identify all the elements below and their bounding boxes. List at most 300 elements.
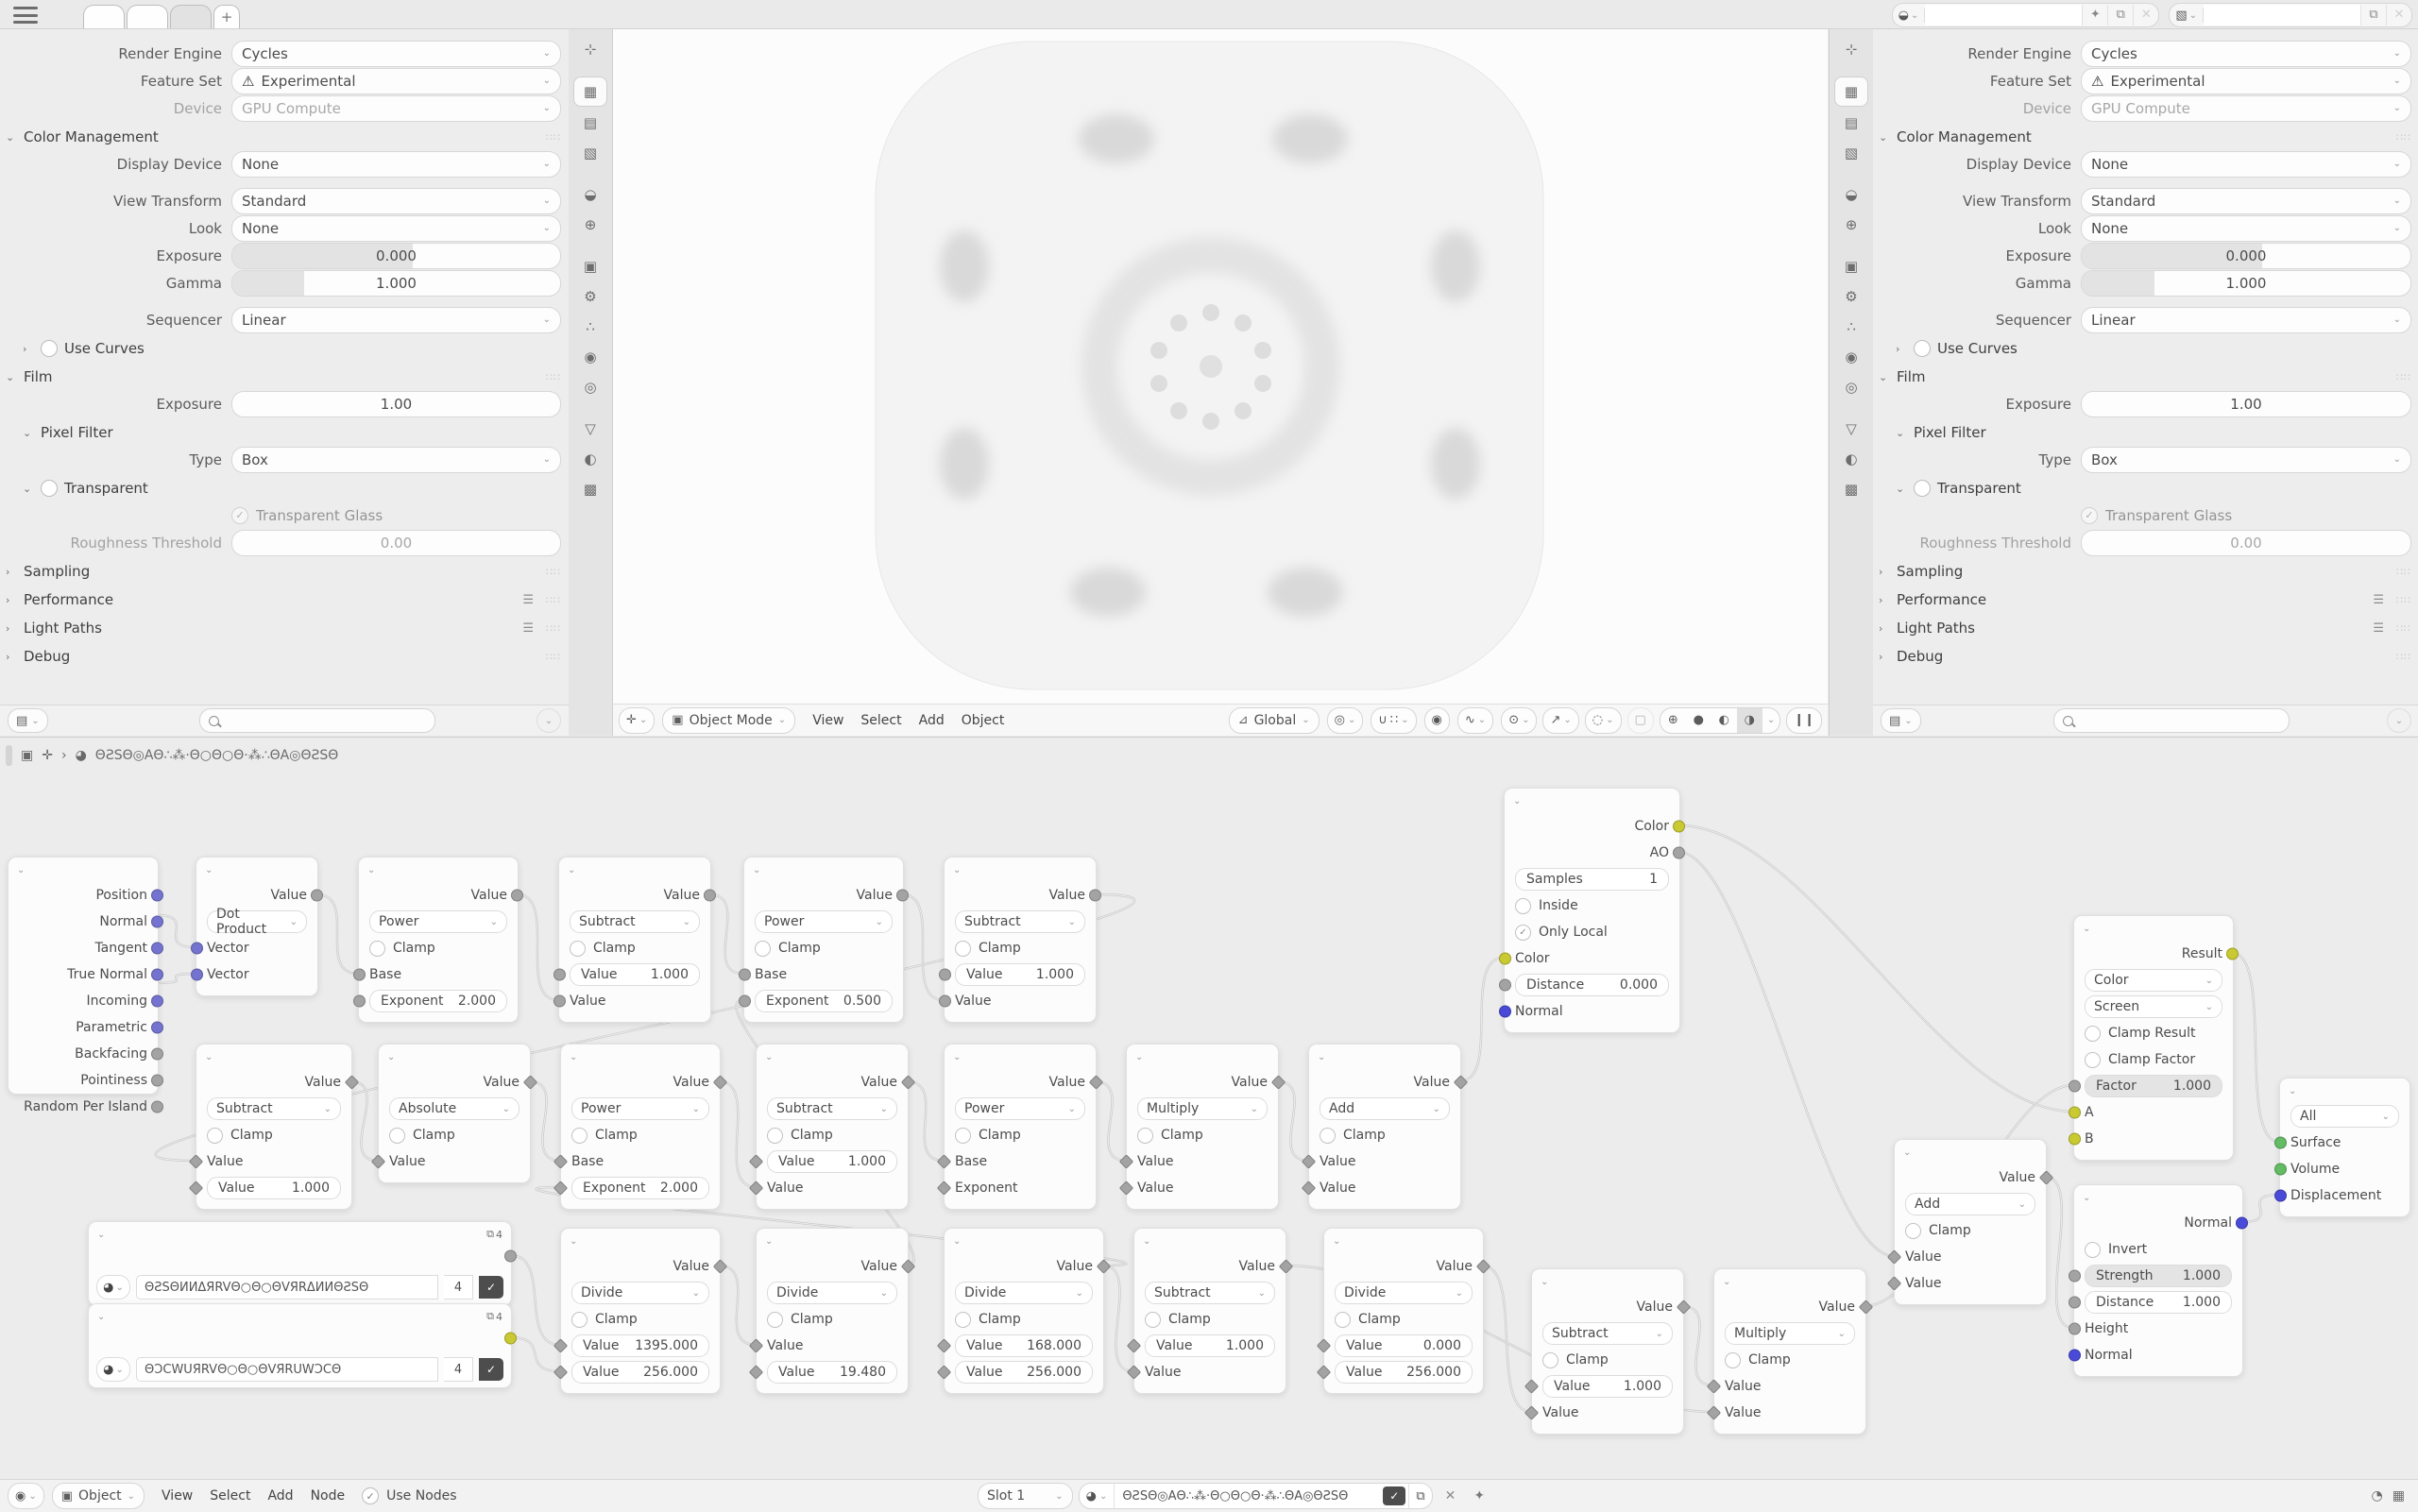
- value-field[interactable]: [571, 1177, 709, 1199]
- panel-checkbox[interactable]: [1914, 340, 1931, 357]
- node-select[interactable]: [571, 1282, 709, 1304]
- node-select[interactable]: [1905, 1193, 2035, 1215]
- checkbox-icon[interactable]: [2085, 1052, 2101, 1068]
- field-roughness-threshold[interactable]: 0.00: [2081, 530, 2411, 556]
- tab-view-layer[interactable]: ▧: [1844, 144, 1859, 161]
- input-socket[interactable]: [1119, 1154, 1134, 1169]
- output-socket[interactable]: [1673, 847, 1685, 859]
- node-mix[interactable]: [2073, 915, 2234, 1161]
- tab-data[interactable]: ▽: [1846, 420, 1857, 437]
- node-select[interactable]: [1137, 1097, 1268, 1120]
- add-workspace-button[interactable]: +: [213, 5, 240, 28]
- panel-header-sampling[interactable]: [1879, 559, 2411, 584]
- node-ao[interactable]: [1504, 788, 1680, 1033]
- node-sub3[interactable]: [1133, 1228, 1286, 1394]
- value-field[interactable]: [767, 1150, 897, 1173]
- collapse-node-icon[interactable]: ⌄: [367, 864, 376, 875]
- node-select[interactable]: [2290, 1105, 2399, 1128]
- checkbox-icon[interactable]: [955, 1312, 971, 1328]
- tab-output[interactable]: ▤: [583, 114, 598, 131]
- input-socket[interactable]: [1707, 1405, 1722, 1420]
- slider-exposure[interactable]: [231, 243, 561, 269]
- panel-header-pixel-filter[interactable]: [1896, 420, 2411, 445]
- material-field[interactable]: [89, 1356, 511, 1383]
- fake-user-icon[interactable]: ✓: [479, 1276, 503, 1299]
- panel-checkbox[interactable]: [41, 480, 58, 497]
- output-socket[interactable]: [311, 890, 323, 902]
- output-socket[interactable]: [151, 1022, 163, 1034]
- input-socket[interactable]: [1127, 1365, 1142, 1380]
- node-select[interactable]: [1335, 1282, 1473, 1304]
- node-select[interactable]: [955, 1282, 1093, 1304]
- tab-world[interactable]: ⊕: [584, 216, 597, 233]
- panel-header-transparent[interactable]: [1896, 476, 2411, 501]
- collapse-node-icon[interactable]: ⌄: [765, 1235, 774, 1247]
- node-link[interactable]: [517, 894, 558, 1000]
- node-link[interactable]: [719, 1266, 756, 1345]
- panel-header-performance[interactable]: [1879, 587, 2411, 612]
- collapse-node-icon[interactable]: ⌄: [97, 1229, 106, 1240]
- presets-icon[interactable]: ☰: [522, 592, 534, 607]
- tab-texture[interactable]: ▩: [583, 481, 598, 498]
- panel-checkbox[interactable]: [41, 340, 58, 357]
- input-socket[interactable]: [749, 1338, 764, 1353]
- node-select[interactable]: [1542, 1322, 1673, 1345]
- select-display-device[interactable]: [231, 151, 561, 178]
- checkbox-icon[interactable]: [570, 941, 586, 957]
- value-field[interactable]: [755, 990, 893, 1012]
- tab-render[interactable]: ▦: [573, 76, 607, 107]
- proportional-falloff-selector[interactable]: ∿ ⌄: [1457, 707, 1493, 734]
- value-field[interactable]: [1335, 1334, 1473, 1357]
- node-div3[interactable]: [944, 1228, 1104, 1394]
- input-socket[interactable]: [553, 995, 566, 1008]
- tab-constraints[interactable]: ◎: [584, 379, 597, 396]
- node-select[interactable]: [389, 1097, 519, 1120]
- tab-world[interactable]: ⊕: [1845, 216, 1858, 233]
- output-socket[interactable]: [151, 995, 163, 1008]
- output-socket[interactable]: [2039, 1170, 2054, 1185]
- checkbox-icon[interactable]: [755, 941, 771, 957]
- output-socket[interactable]: [2236, 1217, 2248, 1230]
- checkbox-icon[interactable]: ✓: [2081, 507, 2098, 524]
- pivot-point-selector[interactable]: ◎ ⌄: [1327, 707, 1364, 734]
- checkbox-icon[interactable]: [1145, 1312, 1161, 1328]
- input-socket[interactable]: [553, 1365, 569, 1380]
- input-socket[interactable]: [939, 995, 951, 1008]
- checkbox-icon[interactable]: [369, 941, 385, 957]
- checkbox-icon[interactable]: [767, 1312, 783, 1328]
- value-field[interactable]: [767, 1361, 897, 1384]
- tab-material[interactable]: ◐: [1845, 450, 1858, 467]
- pin-scene-icon[interactable]: ✦: [2082, 5, 2107, 25]
- material-icon[interactable]: ◕ ⌄: [96, 1357, 130, 1382]
- search-input[interactable]: [2079, 713, 2280, 729]
- output-socket[interactable]: [1097, 1259, 1112, 1274]
- shader-type-selector[interactable]: ▣ Object ⌄: [52, 1483, 145, 1509]
- unlink-material-icon[interactable]: ✕: [1444, 1488, 1456, 1504]
- app-menu-icon[interactable]: [13, 7, 38, 24]
- collapse-icon[interactable]: ⌄: [2387, 708, 2411, 733]
- pause-preview-button[interactable]: [1786, 707, 1822, 734]
- node-sub2b[interactable]: [756, 1044, 909, 1210]
- node-select[interactable]: [767, 1097, 897, 1120]
- display-filter-button[interactable]: [8, 708, 48, 733]
- search-input[interactable]: [225, 713, 426, 729]
- output-socket[interactable]: [1454, 1075, 1469, 1090]
- scene-name-input[interactable]: [1925, 5, 2082, 25]
- output-socket[interactable]: [2226, 948, 2239, 960]
- output-socket[interactable]: [151, 1075, 163, 1087]
- slider-gamma[interactable]: [231, 270, 561, 297]
- node-link[interactable]: [719, 1081, 756, 1187]
- collapse-node-icon[interactable]: ⌄: [1903, 1147, 1912, 1158]
- fake-user-icon[interactable]: ✓: [479, 1358, 503, 1381]
- node-pow2b[interactable]: [560, 1044, 721, 1210]
- input-socket[interactable]: [353, 995, 366, 1008]
- use-nodes-toggle[interactable]: [362, 1484, 456, 1508]
- input-socket[interactable]: [2069, 1323, 2081, 1335]
- input-socket[interactable]: [939, 969, 951, 981]
- mode-selector[interactable]: ▣ Object Mode ⌄: [662, 707, 795, 734]
- editor-type-button[interactable]: ◉ ⌄: [8, 1483, 44, 1509]
- node-select[interactable]: [955, 910, 1085, 933]
- select-render-engine[interactable]: [231, 41, 561, 67]
- shading-dropdown-icon[interactable]: ⌄: [1766, 715, 1776, 725]
- checkbox-icon[interactable]: [1515, 898, 1531, 914]
- input-socket[interactable]: [553, 1154, 569, 1169]
- node-link[interactable]: [316, 894, 358, 974]
- select-type[interactable]: [231, 447, 561, 473]
- collapse-icon[interactable]: ⌄: [536, 708, 561, 733]
- output-socket[interactable]: [704, 890, 716, 902]
- node-link[interactable]: [2241, 1195, 2279, 1222]
- checkbox-icon[interactable]: [2085, 1242, 2101, 1258]
- select-render-engine[interactable]: [2081, 41, 2411, 67]
- checkbox-icon[interactable]: [207, 1128, 223, 1144]
- menu-select[interactable]: Select: [860, 712, 902, 728]
- input-socket[interactable]: [191, 943, 203, 955]
- collapse-node-icon[interactable]: ⌄: [765, 1051, 774, 1062]
- node-link[interactable]: [1277, 1081, 1308, 1161]
- output-socket[interactable]: [713, 1075, 728, 1090]
- output-socket[interactable]: [504, 1250, 517, 1263]
- output-socket[interactable]: [151, 1101, 163, 1113]
- select-type[interactable]: [2081, 447, 2411, 473]
- value-field[interactable]: [1145, 1334, 1275, 1357]
- collapse-node-icon[interactable]: ⌄: [753, 864, 761, 875]
- material-name[interactable]: ΘƧSΘИИΔЯRVΘ○Θ○ΘVЯRΔИИΘƧSΘ: [136, 1275, 438, 1300]
- input-socket[interactable]: [937, 1338, 952, 1353]
- menu-view[interactable]: View: [162, 1488, 194, 1504]
- value-field[interactable]: [1515, 868, 1669, 891]
- output-socket[interactable]: [151, 943, 163, 955]
- material-name[interactable]: ΘƆCWUЯRVΘ○Θ○ΘVЯRUWƆCΘ: [136, 1357, 438, 1382]
- node-select[interactable]: [369, 910, 507, 933]
- tab-scene[interactable]: ◒: [584, 186, 597, 203]
- checkbox-icon[interactable]: ✓: [1515, 925, 1531, 941]
- input-socket[interactable]: [1499, 979, 1511, 992]
- input-socket[interactable]: [937, 1365, 952, 1380]
- view-layer-name-input[interactable]: [2204, 5, 2360, 25]
- node-geometry[interactable]: [8, 857, 159, 1114]
- node-sub1b[interactable]: [196, 1044, 352, 1210]
- output-socket[interactable]: [1089, 1075, 1104, 1090]
- input-socket[interactable]: [553, 969, 566, 981]
- tab-object[interactable]: ▣: [583, 258, 598, 275]
- collapse-node-icon[interactable]: ⌄: [2289, 1085, 2297, 1096]
- node-link[interactable]: [529, 1081, 560, 1161]
- menu-view[interactable]: View: [812, 712, 844, 728]
- node-link[interactable]: [1678, 825, 2073, 1112]
- output-socket[interactable]: [345, 1075, 360, 1090]
- checkbox-icon[interactable]: [1905, 1223, 1921, 1239]
- collapse-node-icon[interactable]: ⌄: [1143, 1235, 1151, 1247]
- use-nodes-checkbox[interactable]: ✓: [362, 1487, 379, 1504]
- presets-icon[interactable]: ☰: [522, 620, 534, 636]
- panel-header-pixel-filter[interactable]: [23, 420, 561, 445]
- tab-tool[interactable]: ⊹: [584, 41, 597, 58]
- overlay-grid-icon[interactable]: ▦: [2392, 1488, 2405, 1504]
- node-select[interactable]: [2085, 969, 2222, 992]
- input-socket[interactable]: [1524, 1379, 1540, 1394]
- node-select[interactable]: [571, 1097, 709, 1120]
- tab-data[interactable]: ▽: [585, 420, 596, 437]
- select-view-transform[interactable]: [2081, 188, 2411, 214]
- node-mulS[interactable]: [1713, 1268, 1866, 1435]
- input-socket[interactable]: [2274, 1190, 2287, 1202]
- tab-modifiers[interactable]: ⚙: [1845, 288, 1858, 305]
- snap-controls[interactable]: ∪ ∷ ⌄: [1371, 707, 1416, 734]
- node-pow2a[interactable]: [358, 857, 519, 1023]
- panel-header-debug[interactable]: [6, 644, 561, 669]
- material-icon[interactable]: ◕ ⌄: [96, 1275, 130, 1300]
- panel-header-film[interactable]: [1879, 365, 2411, 389]
- checkbox-icon[interactable]: [1137, 1128, 1153, 1144]
- node-add[interactable]: [1308, 1044, 1461, 1210]
- tab-constraints[interactable]: ◎: [1845, 379, 1858, 396]
- menu-object[interactable]: Object: [961, 712, 1005, 728]
- input-socket[interactable]: [371, 1154, 386, 1169]
- node-select[interactable]: [955, 1097, 1085, 1120]
- shading-rendered-button[interactable]: ◑: [1737, 708, 1762, 733]
- input-socket[interactable]: [937, 1181, 952, 1196]
- field-exposure[interactable]: 1.00: [2081, 391, 2411, 417]
- input-socket[interactable]: [189, 1154, 204, 1169]
- input-socket[interactable]: [2069, 1297, 2081, 1309]
- select-sequencer[interactable]: [2081, 307, 2411, 333]
- output-socket[interactable]: [713, 1259, 728, 1274]
- node-link[interactable]: [902, 894, 944, 1000]
- material-field[interactable]: [89, 1274, 511, 1300]
- node-select[interactable]: [767, 1282, 897, 1304]
- value-field[interactable]: [570, 963, 700, 986]
- input-socket[interactable]: [2069, 1133, 2081, 1146]
- shading-material-preview-button[interactable]: ◐: [1718, 713, 1729, 727]
- node-subS[interactable]: [1531, 1268, 1684, 1435]
- panel-header-color-management[interactable]: [6, 125, 561, 149]
- shading-wireframe-button[interactable]: ⊕: [1667, 713, 1678, 727]
- collapse-node-icon[interactable]: ⌄: [1318, 1051, 1326, 1062]
- tab-view-layer[interactable]: ▧: [583, 144, 598, 161]
- output-socket[interactable]: [1673, 821, 1685, 833]
- viewport-render[interactable]: [613, 29, 1828, 705]
- node-link[interactable]: [1102, 1266, 1133, 1371]
- node-link[interactable]: [510, 1255, 560, 1345]
- output-socket[interactable]: [1677, 1300, 1692, 1315]
- node-link[interactable]: [1095, 1081, 1126, 1161]
- select-display-device[interactable]: [2081, 151, 2411, 178]
- panel-header-use-curves[interactable]: [1896, 336, 2411, 361]
- value-field[interactable]: [1515, 974, 1669, 996]
- output-socket[interactable]: [523, 1075, 538, 1090]
- input-socket[interactable]: [1887, 1276, 1902, 1291]
- workspace-tab-active[interactable]: [170, 5, 212, 28]
- collapse-node-icon[interactable]: ⌄: [2083, 923, 2091, 934]
- input-socket[interactable]: [749, 1154, 764, 1169]
- checkbox-icon[interactable]: [571, 1128, 587, 1144]
- tab-modifiers[interactable]: ⚙: [584, 288, 597, 305]
- tab-particles[interactable]: ∴: [1847, 318, 1856, 335]
- checkbox-icon[interactable]: [955, 1128, 971, 1144]
- menu-add[interactable]: Add: [267, 1488, 294, 1504]
- output-socket[interactable]: [504, 1333, 517, 1345]
- transform-orientation-selector[interactable]: ⊿ Global ⌄: [1229, 707, 1320, 734]
- tab-tool[interactable]: ⊹: [1845, 41, 1858, 58]
- node-dot[interactable]: [196, 857, 318, 996]
- select-feature-set[interactable]: [2081, 68, 2411, 94]
- tab-object[interactable]: ▣: [1844, 258, 1859, 275]
- select-look[interactable]: [231, 215, 561, 242]
- menu-node[interactable]: Node: [310, 1488, 346, 1504]
- collapse-node-icon[interactable]: ⌄: [570, 1235, 578, 1247]
- collapse-node-icon[interactable]: ⌄: [1513, 795, 1522, 807]
- checkbox-icon[interactable]: [571, 1312, 587, 1328]
- new-scene-icon[interactable]: ⧉: [2107, 5, 2133, 25]
- output-socket[interactable]: [1476, 1259, 1491, 1274]
- input-socket[interactable]: [2069, 1350, 2081, 1362]
- select-look[interactable]: [2081, 215, 2411, 242]
- input-socket[interactable]: [1499, 1006, 1511, 1018]
- material-datablock[interactable]: ◕ ⌄ ΘƧSΘ◎AΘ∴⁂·Θ○Θ○Θ·⁂∴ΘA◎ΘƧSΘ ✓ ⧉: [1079, 1483, 1433, 1509]
- input-socket[interactable]: [749, 1181, 764, 1196]
- node-link[interactable]: [350, 1081, 378, 1161]
- node-link[interactable]: [709, 894, 743, 974]
- output-socket[interactable]: [511, 890, 523, 902]
- panel-header-light-paths[interactable]: [6, 616, 561, 640]
- output-socket[interactable]: [1859, 1300, 1874, 1315]
- node-select[interactable]: [1320, 1097, 1450, 1120]
- node-texB[interactable]: [88, 1303, 512, 1388]
- node-div4[interactable]: [1323, 1228, 1484, 1394]
- fake-user-icon[interactable]: ✓: [1383, 1487, 1405, 1505]
- collapse-node-icon[interactable]: ⌄: [1723, 1276, 1731, 1287]
- material-name[interactable]: ΘƧSΘ◎AΘ∴⁂·Θ○Θ○Θ·⁂∴ΘA◎ΘƧSΘ: [1122, 1488, 1349, 1504]
- input-socket[interactable]: [1499, 953, 1511, 965]
- select-feature-set[interactable]: [231, 68, 561, 94]
- input-socket[interactable]: [739, 969, 751, 981]
- input-socket[interactable]: [553, 1181, 569, 1196]
- tab-physics[interactable]: ◉: [1845, 348, 1858, 365]
- collapse-node-icon[interactable]: ⌄: [953, 864, 962, 875]
- input-socket[interactable]: [2069, 1107, 2081, 1119]
- input-socket[interactable]: [1119, 1181, 1134, 1196]
- node-powb[interactable]: [944, 1044, 1097, 1210]
- input-socket[interactable]: [1317, 1365, 1332, 1380]
- node-addS[interactable]: [1894, 1139, 2047, 1305]
- panel-header-transparent[interactable]: [23, 476, 561, 501]
- presets-icon[interactable]: ☰: [2373, 620, 2384, 636]
- node-bump[interactable]: [2073, 1184, 2243, 1377]
- material-slot-selector[interactable]: Slot 1 ⌄: [978, 1483, 1073, 1509]
- panel-checkbox[interactable]: [1914, 480, 1931, 497]
- properties-search[interactable]: [199, 708, 435, 733]
- input-socket[interactable]: [2274, 1137, 2287, 1149]
- collapse-node-icon[interactable]: ⌄: [1333, 1235, 1341, 1247]
- editor-type-button[interactable]: ✛ ⌄: [619, 707, 655, 734]
- tab-render[interactable]: ▦: [1834, 76, 1868, 107]
- 3d-viewport[interactable]: [613, 29, 1828, 736]
- checkbox-icon[interactable]: [1725, 1352, 1741, 1368]
- checkbox-transparent-glass[interactable]: [2081, 503, 2411, 528]
- output-socket[interactable]: [901, 1075, 916, 1090]
- input-socket[interactable]: [1317, 1338, 1332, 1353]
- input-socket[interactable]: [2069, 1080, 2081, 1093]
- input-socket[interactable]: [189, 1181, 204, 1196]
- node-link[interactable]: [1682, 1306, 1713, 1385]
- checkbox-icon[interactable]: [2085, 1026, 2101, 1042]
- node-select[interactable]: [755, 910, 893, 933]
- menu-add[interactable]: Add: [918, 712, 945, 728]
- node-select[interactable]: [570, 910, 700, 933]
- input-socket[interactable]: [1524, 1405, 1540, 1420]
- checkbox-icon[interactable]: [955, 941, 971, 957]
- output-socket[interactable]: [1271, 1075, 1286, 1090]
- field-roughness-threshold[interactable]: 0.00: [231, 530, 561, 556]
- node-mul[interactable]: [1126, 1044, 1279, 1210]
- scene-selector[interactable]: ◒ ⌄ ✦ ⧉ ✕: [1892, 3, 2160, 27]
- input-socket[interactable]: [191, 969, 203, 981]
- output-socket[interactable]: [896, 890, 909, 902]
- collapse-node-icon[interactable]: ⌄: [17, 864, 26, 875]
- tab-texture[interactable]: ▩: [1844, 481, 1859, 498]
- panel-header-sampling[interactable]: [6, 559, 561, 584]
- node-link[interactable]: [510, 1337, 560, 1371]
- node-select[interactable]: [207, 1097, 341, 1120]
- snapping-icon[interactable]: ◔: [2371, 1488, 2383, 1504]
- node-abs[interactable]: [378, 1044, 531, 1183]
- collapse-node-icon[interactable]: ⌄: [953, 1235, 962, 1247]
- input-socket[interactable]: [1302, 1181, 1317, 1196]
- field-exposure[interactable]: 1.00: [231, 391, 561, 417]
- input-socket[interactable]: [2274, 1164, 2287, 1176]
- panel-header-performance[interactable]: [6, 587, 561, 612]
- input-socket[interactable]: [739, 995, 751, 1008]
- display-filter-button[interactable]: [1881, 708, 1921, 733]
- input-socket[interactable]: [353, 969, 366, 981]
- node-div2[interactable]: [756, 1228, 909, 1394]
- panel-header-use-curves[interactable]: [23, 336, 561, 361]
- checkbox-icon[interactable]: [389, 1128, 405, 1144]
- checkbox-icon[interactable]: [1320, 1128, 1336, 1144]
- node-sub2a[interactable]: [944, 857, 1097, 1023]
- panel-header-color-management[interactable]: [1879, 125, 2411, 149]
- input-socket[interactable]: [749, 1365, 764, 1380]
- panel-header-debug[interactable]: [1879, 644, 2411, 669]
- scrollbar-segment[interactable]: [6, 745, 12, 766]
- collapse-node-icon[interactable]: ⌄: [97, 1311, 106, 1322]
- collapse-node-icon[interactable]: ⌄: [2083, 1192, 2091, 1203]
